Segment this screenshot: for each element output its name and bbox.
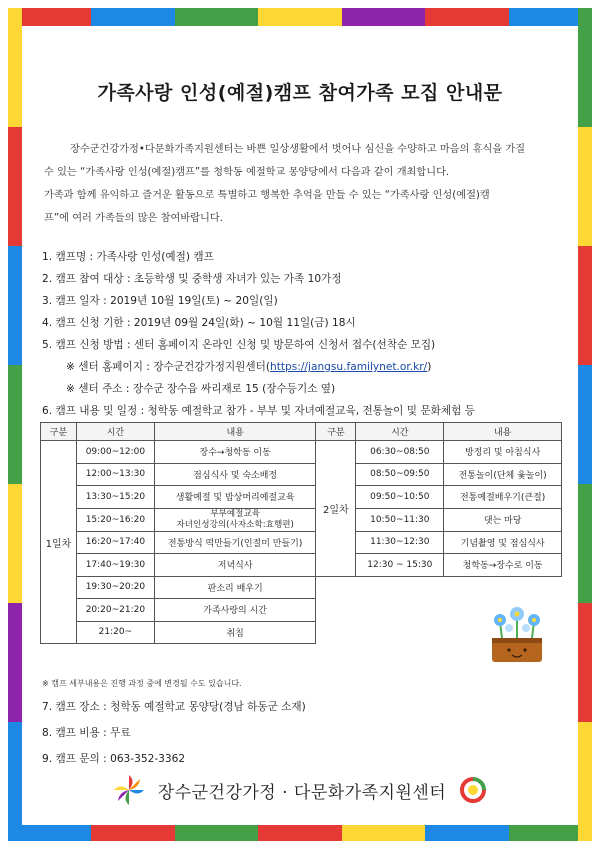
table-row xyxy=(41,441,562,464)
day1-content: 부부예절교육 자녀인성강의(사자소학:효행편) xyxy=(154,508,316,531)
homepage-prefix: ※ 센터 홈페이지 : 장수군건강가정지원센터( xyxy=(66,361,271,373)
info-item-name: 1. 캠프명 : 가족사랑 인성(예절) 캠프 xyxy=(42,251,214,263)
footer xyxy=(30,770,570,810)
footer-center-name: 장수군건강가정 · 다문화가족지원센터 xyxy=(157,782,447,803)
header-division: 구분 xyxy=(41,423,77,441)
day1-time: 17:40~19:30 xyxy=(76,554,154,577)
table-row xyxy=(41,463,562,486)
day1-content: 점심식사 및 숙소배정 xyxy=(154,463,316,486)
info-item-schedule: 6. 캠프 내용 및 일정 : 청학동 예절학교 참가 - 부부 및 자녀예절교육, 전통놀이 및 문화체험 등 xyxy=(42,405,475,417)
table-row xyxy=(41,554,562,577)
intro-line: 프”에 여러 가족들의 많은 참여바랍니다. xyxy=(44,213,223,224)
day1-time: 12:00~13:30 xyxy=(76,463,154,486)
day1-content: 생활예절 및 밥상머리예절교육 xyxy=(154,486,316,509)
info-item-date: 3. 캠프 일자 : 2019년 10월 19일(토) ~ 20일(일) xyxy=(42,295,278,307)
info-item-method: 5. 캠프 신청 방법 : 센터 홈페이지 온라인 신청 및 방문하여 신청서 접수(선착순 모집) xyxy=(42,339,436,351)
day2-time: 10:50~11:30 xyxy=(356,508,444,531)
day2-content: 청학동→장수로 이동 xyxy=(444,554,562,577)
center-logo-icon xyxy=(112,773,146,807)
intro-line: 가족과 함께 유익하고 즐거운 활동으로 특별하고 행복한 추억을 만들 수 있는 “가족사랑 인성(예절)캠 xyxy=(44,190,490,201)
frame-right-border xyxy=(578,8,592,841)
day1-content: 장수→청학동 이동 xyxy=(154,441,316,464)
day1-content: 취침 xyxy=(154,621,316,644)
flower-pot-illustration xyxy=(482,602,552,666)
day1-content: 판소리 배우기 xyxy=(154,576,316,599)
day1-time: 16:20~17:40 xyxy=(76,531,154,554)
day1-time: 19:30~20:20 xyxy=(76,576,154,599)
day2-content: 전통놀이(단체 윷놀이) xyxy=(444,463,562,486)
homepage-link[interactable]: https://jangsu.familynet.or.kr/ xyxy=(270,361,428,373)
header-time: 시간 xyxy=(76,423,154,441)
frame-bottom-border xyxy=(8,825,592,841)
intro-line: 수 있는 “가족사랑 인성(예절)캠프”를 청학동 예절학교 몽양당에서 다음과 같이 개최합니다. xyxy=(44,167,450,178)
info-item-deadline: 4. 캠프 신청 기한 : 2019년 09월 24일(화) ~ 10월 11일(금) 18시 xyxy=(42,317,356,329)
frame-left-border xyxy=(8,8,22,841)
table-header-row xyxy=(41,423,562,441)
page-title: 가족사랑 인성(예절)캠프 참여가족 모집 안내문 xyxy=(97,82,503,104)
day1-content: 가족사랑의 시간 xyxy=(154,599,316,622)
day2-time: 09:50~10:50 xyxy=(356,486,444,509)
day2-content: 전통예절배우기(큰절) xyxy=(444,486,562,509)
day2-content: 방정리 및 아침식사 xyxy=(444,441,562,464)
frame-top-border xyxy=(8,8,592,26)
header-division: 구분 xyxy=(316,423,356,441)
intro-paragraph xyxy=(44,138,564,230)
day1-content: 전통방식 떡만들기(인절미 만들기) xyxy=(154,531,316,554)
homepage-line xyxy=(42,356,566,378)
day2-time: 12:30 ~ 15:30 xyxy=(356,554,444,577)
info-list-2 xyxy=(42,694,306,772)
day2-time: 11:30~12:30 xyxy=(356,531,444,554)
info-item-contact: 9. 캠프 문의 : 063-352-3362 xyxy=(42,753,186,765)
intro-line: 장수군건강가정•다문화가족지원센터는 바쁜 일상생활에서 벗어나 심신을 수양하고 마음의 휴식을 가질 xyxy=(70,144,526,155)
family-logo-icon xyxy=(458,775,488,805)
header-content: 내용 xyxy=(154,423,316,441)
info-item-place: 7. 캠프 장소 : 청학동 예절학교 몽양당(경남 하동군 소재) xyxy=(42,701,306,713)
day1-time: 21:20~ xyxy=(76,621,154,644)
day1-time: 20:20~21:20 xyxy=(76,599,154,622)
page-frame xyxy=(8,8,592,841)
homepage-suffix: ) xyxy=(427,361,432,373)
day1-content: 저녁식사 xyxy=(154,554,316,577)
table-row xyxy=(41,508,562,531)
day2-content: 기념촬영 및 점심식사 xyxy=(444,531,562,554)
table-row xyxy=(41,486,562,509)
document-body xyxy=(30,34,570,818)
info-item-target: 2. 캠프 참여 대상 : 초등학생 및 중학생 자녀가 있는 가족 10가정 xyxy=(42,273,342,285)
day2-time: 06:30~08:50 xyxy=(356,441,444,464)
address-line: ※ 센터 주소 : 장수군 장수읍 싸리재로 15 (장수등기소 옆) xyxy=(66,383,336,395)
info-list xyxy=(42,246,566,422)
header-content: 내용 xyxy=(444,423,562,441)
day1-time: 13:30~15:20 xyxy=(76,486,154,509)
table-row xyxy=(41,531,562,554)
day2-label: 2일차 xyxy=(316,441,356,577)
day1-label: 1일차 xyxy=(41,441,77,644)
table-row xyxy=(41,576,562,599)
info-item-cost: 8. 캠프 비용 : 무료 xyxy=(42,727,131,739)
day1-time: 15:20~16:20 xyxy=(76,508,154,531)
day1-time: 09:00~12:00 xyxy=(76,441,154,464)
day2-time: 08:50~09:50 xyxy=(356,463,444,486)
day2-content: 댓는 마당 xyxy=(444,508,562,531)
header-time: 시간 xyxy=(356,423,444,441)
schedule-note: ※ 캠프 세부내용은 진행 과정 중에 변경될 수도 있습니다. xyxy=(42,679,242,688)
